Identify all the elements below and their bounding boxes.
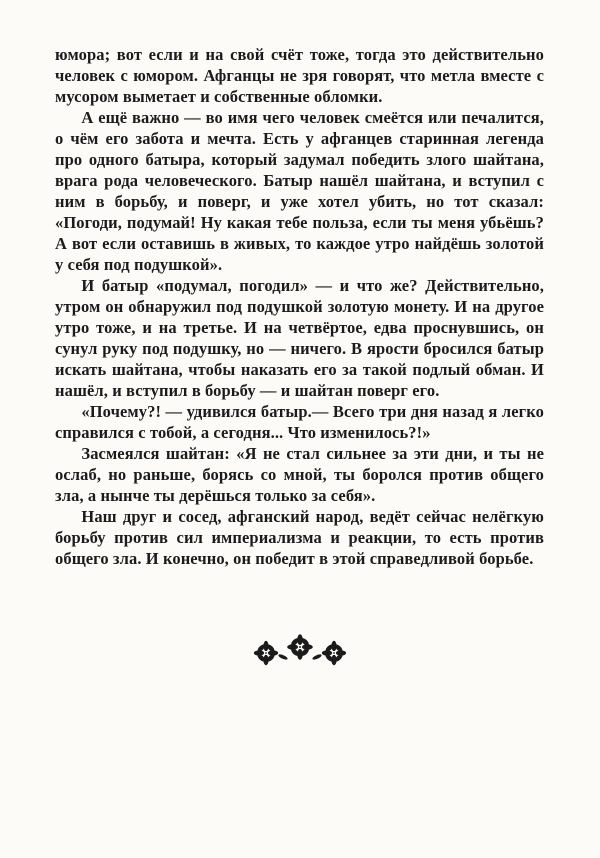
floral-ornament-icon	[250, 656, 350, 673]
paragraph: юмора; вот если и на свой счёт тоже, тогда это действительно человек с юмором. Афганцы не зря говорят, что метла вместе с мусором выметает и собственные обломки.	[55, 45, 544, 106]
ornament-container	[55, 633, 544, 674]
paragraph: «Почему?! — удивился батыр.— Всего три дня назад я легко справился с тобой, а сегодня... Что изменилось?!»	[55, 402, 544, 442]
paragraph: Засмеялся шайтан: «Я не стал сильнее за эти дни, и ты не ослаб, но раньше, борясь со мной, ты боролся против общего зла, а нынче ты дерёшься только за себя».	[55, 444, 544, 505]
paragraph: А ещё важно — во имя чего человек смеётся или печалится, о чём его забота и мечта. Есть у афганцев старинная легенда про одного батыра, который задумал победить злого шайтана, врага рода человеческого. Батыр нашёл шайтана, и вступил с ним в борьбу, и поверг, и уже хотел убить, но тот сказал: «Погоди, подумай! Ну какая тебе польза, если ты меня убьёшь? А вот если оставишь в живых, то каждое утро найдёшь золотой у себя под подушкой».	[55, 108, 544, 274]
paragraph: Наш друг и сосед, афганский народ, ведёт сейчас нелёгкую борьбу против сил империализма и реакции, то есть против общего зла. И конечно, он победит в этой справедливой борьбе.	[55, 507, 544, 568]
page-text	[55, 44, 544, 569]
paragraph: И батыр «подумал, погодил» — и что же? Действительно, утром он обнаружил под подушкой золотую монету. И на другое утро тоже, и на третье. И на четвёртое, едва проснувшись, он сунул руку под подушку, но — ничего. В ярости бросился батыр искать шайтана, чтобы наказать его за такой подлый обман. И нашёл, и вступил в борьбу — и шайтан поверг его.	[55, 276, 544, 400]
